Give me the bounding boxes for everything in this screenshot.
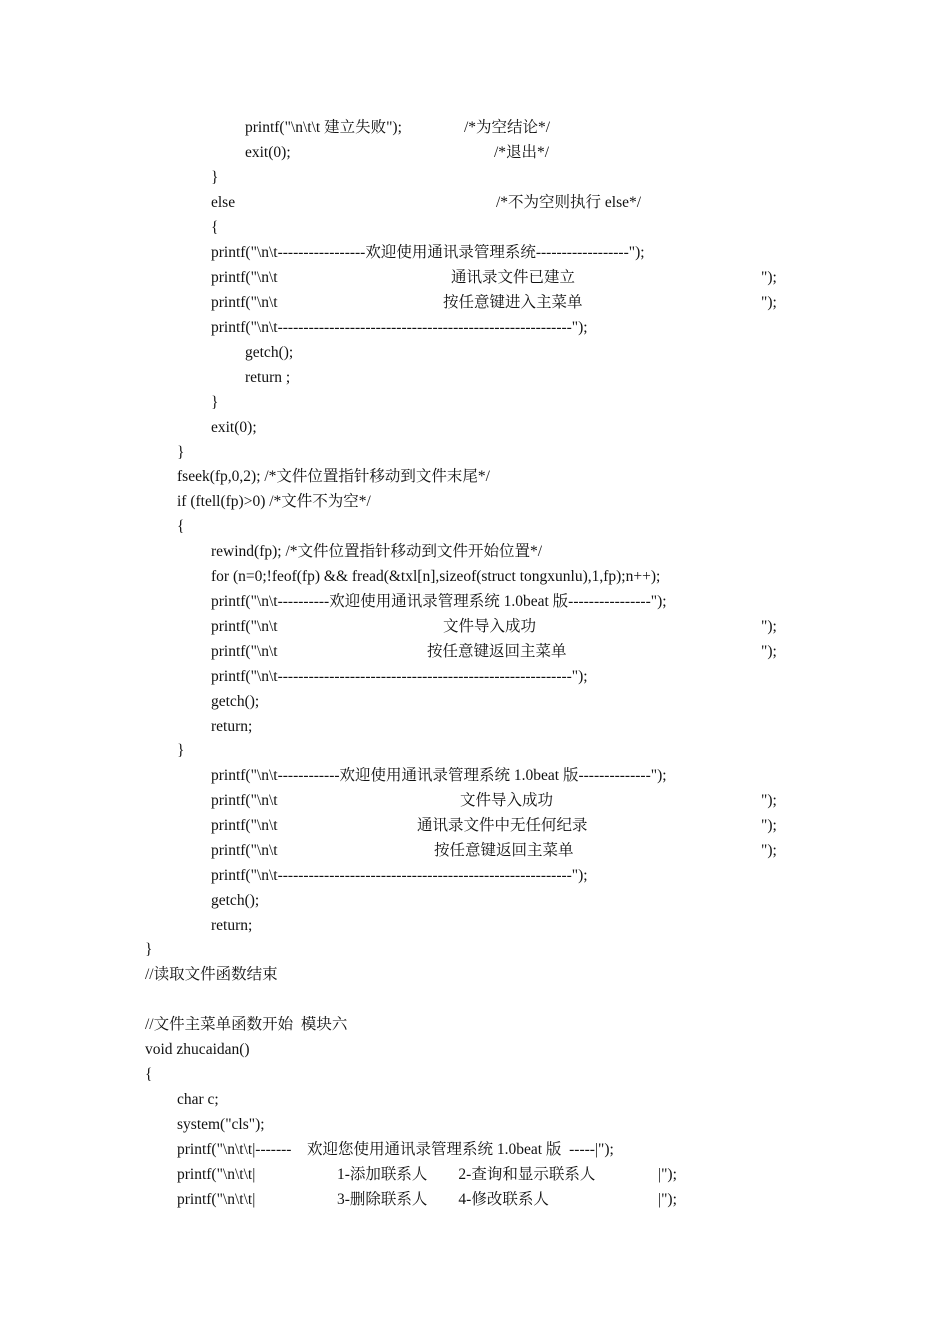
code-line: printf("\n\t----------欢迎使用通讯录管理系统 1.0beat 版----------------"); bbox=[211, 593, 667, 610]
code-line: else bbox=[211, 194, 236, 211]
code-line: for (n=0;!feof(fp) && fread(&txl[n],sizeof(struct tongxunlu),1,fp);n++); bbox=[211, 568, 661, 585]
code-line-segment: 通讯录文件已建立 bbox=[451, 269, 576, 286]
code-line: printf("\n\t------------欢迎使用通讯录管理系统 1.0beat 版--------------"); bbox=[211, 767, 667, 784]
code-line: printf("\n\t---------------------------------------------------------"); bbox=[211, 668, 588, 685]
code-line: getch(); bbox=[245, 344, 294, 361]
code-line-segment: 通讯录文件中无任何纪录 bbox=[417, 817, 588, 834]
code-line: //文件主菜单函数开始 模块六 bbox=[145, 1016, 348, 1033]
code-line: } bbox=[145, 941, 153, 958]
code-line-segment: 3-删除联系人 4-修改联系人 bbox=[337, 1191, 549, 1208]
code-line: { bbox=[177, 518, 185, 535]
code-line: } bbox=[211, 394, 219, 411]
code-line: printf("\n\t-----------------欢迎使用通讯录管理系统------------------"); bbox=[211, 244, 645, 261]
code-line-segment: |"); bbox=[658, 1166, 677, 1183]
code-line: char c; bbox=[177, 1091, 219, 1108]
code-line: printf("\n\t bbox=[211, 294, 278, 311]
code-line: } bbox=[211, 169, 219, 186]
code-line: printf("\n\t\t 建立失败"); bbox=[245, 119, 402, 136]
code-line: printf("\n\t bbox=[211, 269, 278, 286]
code-line-segment: 按任意键返回主菜单 bbox=[427, 643, 567, 660]
code-line-segment: /*退出*/ bbox=[494, 144, 550, 161]
code-line-segment: "); bbox=[761, 643, 777, 660]
code-line: printf("\n\t\t| bbox=[177, 1191, 256, 1208]
code-line: return ; bbox=[245, 369, 291, 386]
code-line-segment: "); bbox=[761, 817, 777, 834]
code-line: return; bbox=[211, 917, 253, 934]
code-line: exit(0); bbox=[245, 144, 291, 161]
code-line: return; bbox=[211, 718, 253, 735]
code-line-segment: "); bbox=[761, 618, 777, 635]
code-line: fseek(fp,0,2); /*文件位置指针移动到文件末尾*/ bbox=[177, 468, 490, 485]
code-line: printf("\n\t bbox=[211, 618, 278, 635]
code-line-segment: /*不为空则执行 else*/ bbox=[496, 194, 642, 211]
code-line: printf("\n\t---------------------------------------------------------"); bbox=[211, 867, 588, 884]
code-line: } bbox=[177, 444, 185, 461]
code-line-segment: "); bbox=[761, 294, 777, 311]
code-line-segment: 文件导入成功 bbox=[443, 618, 537, 635]
code-line: void zhucaidan() bbox=[145, 1041, 250, 1058]
code-line: } bbox=[177, 742, 185, 759]
code-line-segment: 1-添加联系人 2-查询和显示联系人 bbox=[337, 1166, 596, 1183]
code-line-segment: "); bbox=[761, 792, 777, 809]
code-line-segment: |"); bbox=[658, 1191, 677, 1208]
code-line-segment: 按任意键进入主菜单 bbox=[443, 294, 583, 311]
code-line: rewind(fp); /*文件位置指针移动到文件开始位置*/ bbox=[211, 543, 543, 560]
code-line: printf("\n\t\t|------- 欢迎您使用通讯录管理系统 1.0beat 版 -----|"); bbox=[177, 1141, 614, 1158]
code-line: getch(); bbox=[211, 892, 260, 909]
code-line: system("cls"); bbox=[177, 1116, 265, 1133]
code-line: exit(0); bbox=[211, 419, 257, 436]
code-line: if (ftell(fp)>0) /*文件不为空*/ bbox=[177, 493, 371, 510]
code-line: printf("\n\t\t| bbox=[177, 1166, 256, 1183]
code-line: printf("\n\t bbox=[211, 643, 278, 660]
code-line-segment: "); bbox=[761, 269, 777, 286]
code-line: printf("\n\t bbox=[211, 817, 278, 834]
code-line: printf("\n\t bbox=[211, 792, 278, 809]
code-line: getch(); bbox=[211, 693, 260, 710]
code-line: { bbox=[211, 219, 219, 236]
code-line: //读取文件函数结束 bbox=[145, 966, 278, 983]
code-line: { bbox=[145, 1066, 153, 1083]
code-line-segment: 按任意键返回主菜单 bbox=[434, 842, 574, 859]
code-line-segment: 文件导入成功 bbox=[460, 792, 554, 809]
code-line: printf("\n\t bbox=[211, 842, 278, 859]
code-line: printf("\n\t---------------------------------------------------------"); bbox=[211, 319, 588, 336]
code-line-segment: "); bbox=[761, 842, 777, 859]
code-line-segment: /*为空结论*/ bbox=[464, 119, 551, 136]
